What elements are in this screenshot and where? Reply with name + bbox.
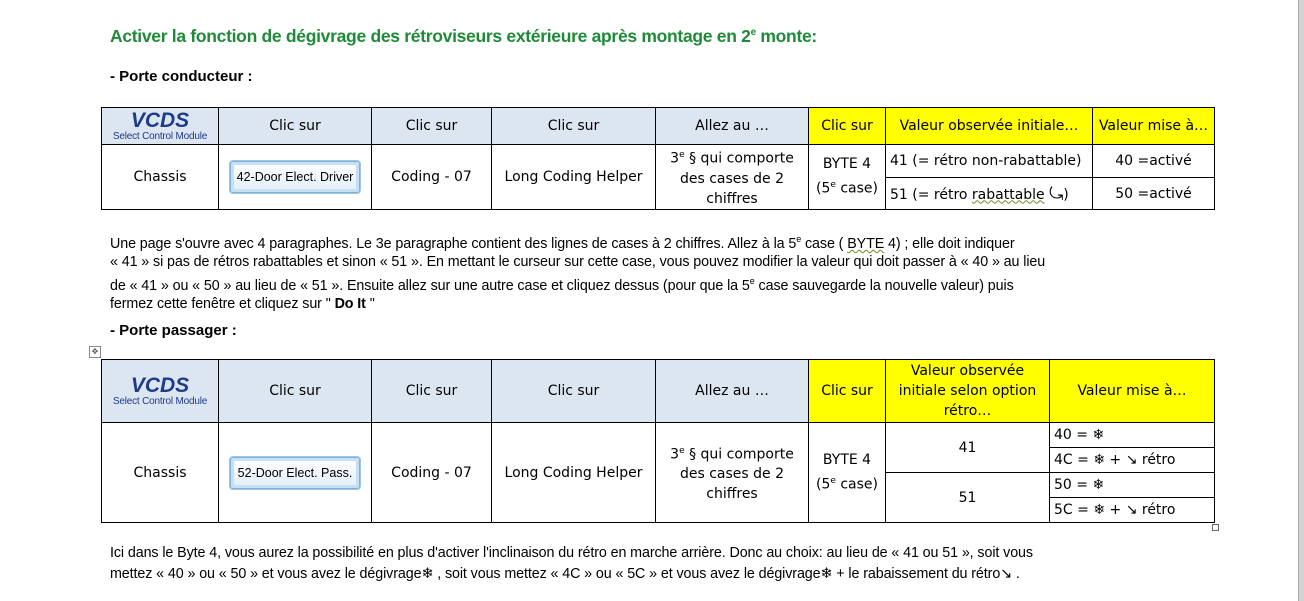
- section-heading-passenger: - Porte passager :: [110, 322, 237, 339]
- header-cell-highlight: Valeur observée initiale…: [886, 108, 1093, 145]
- header-cell-highlight: Clic sur: [809, 108, 886, 145]
- passenger-coding-table: [101, 359, 1215, 523]
- allez-cell: 3e § qui comporte des cases de 2 chiffres: [656, 145, 809, 210]
- header-cell: Clic sur: [219, 108, 372, 145]
- snowflake-icon: ❄: [1093, 502, 1106, 518]
- snowflake-icon: ❄: [1092, 427, 1105, 443]
- header-cell-highlight: Valeur mise à…: [1093, 108, 1215, 145]
- fold-arrow-icon: ⤿: [1049, 183, 1064, 204]
- new-value-cell: 4C = ❄ + ↘ rétro: [1050, 448, 1215, 473]
- vcds-logo-cell: [102, 360, 219, 423]
- observed-value-cell: 51 (= rétro rabattable ⤿): [886, 178, 1093, 210]
- snowflake-icon: ❄: [421, 566, 434, 582]
- header-cell: Clic sur: [372, 108, 492, 145]
- helper-cell: Long Coding Helper: [492, 145, 656, 210]
- vcds-logo: VCDS: [130, 373, 190, 397]
- chassis-cell: Chassis: [102, 145, 219, 210]
- chassis-cell: Chassis: [102, 423, 219, 523]
- header-cell: Allez au …: [656, 108, 809, 145]
- module-button-cell: [219, 145, 372, 210]
- observed-value-cell: 41: [886, 423, 1050, 473]
- coding-cell: Coding - 07: [372, 145, 492, 210]
- section-heading-driver: - Porte conducteur :: [110, 68, 253, 85]
- header-cell: Clic sur: [372, 360, 492, 423]
- table-move-handle-icon[interactable]: ✥: [89, 346, 101, 358]
- coding-cell: Coding - 07: [372, 423, 492, 523]
- header-cell-highlight: Clic sur: [809, 360, 886, 423]
- table-resize-handle[interactable]: [1212, 524, 1219, 531]
- snowflake-icon: ❄: [820, 566, 833, 582]
- module-button-cell: [219, 423, 372, 523]
- new-value-cell: 5C = ❄ + ↘ rétro: [1050, 498, 1215, 523]
- helper-cell: Long Coding Helper: [492, 423, 656, 523]
- header-cell: Allez au …: [656, 360, 809, 423]
- header-cell: Clic sur: [492, 360, 656, 423]
- door-elect-pass-button[interactable]: 52-Door Elect. Pass.: [230, 457, 360, 489]
- byte-cell: BYTE 4 (5e case): [809, 423, 886, 523]
- door-elect-driver-button[interactable]: 42-Door Elect. Driver: [230, 161, 360, 193]
- driver-coding-table: [101, 107, 1215, 210]
- observed-value-cell: 51: [886, 473, 1050, 523]
- window-edge: [1298, 0, 1304, 601]
- page-title: Activer la fonction de dégivrage des rétroviseurs extérieure après montage en 2e monte:: [110, 26, 817, 46]
- new-value-cell: 50 = ❄: [1050, 473, 1215, 498]
- header-cell-highlight: Valeur mise à…: [1050, 360, 1215, 423]
- arrow-down-right-icon: ↘: [1000, 566, 1013, 582]
- new-value-cell: 40 = ❄: [1050, 423, 1215, 448]
- new-value-cell: 50 =activé: [1093, 178, 1215, 210]
- byte-cell: BYTE 4 (5e case): [809, 145, 886, 210]
- vcds-subtitle: Select Control Module: [112, 395, 208, 407]
- instructions-paragraph: Une page s'ouvre avec 4 paragraphes. Le 3e paragraphe contient des lignes de cases à 2 chiffres. Allez à la 5e case ( BYTE 4) ; elle doit indiquer « 41 » si pas de rétros rabattables et sinon « 51 ». En mettant le curseur sur cette case, vous pouvez modifier la valeur qui doit passer à « 40 » au lieu de « 41 » ou « 50 » au lieu de « 51 ». Ensuite allez sur une autre case et cliquez dessus (pour que la 5e case sauvegarde la nouvelle valeur) puis fermez cette fenêtre et cliquez sur " Do It ": [110, 234, 1046, 313]
- snowflake-icon: ❄: [1092, 477, 1105, 493]
- header-cell-highlight: Valeur observée initiale selon option rétro…: [886, 360, 1050, 423]
- vcds-logo-cell: [102, 108, 219, 145]
- footnote-paragraph: Ici dans le Byte 4, vous aurez la possibilité en plus d'activer l'inclinaison du rétro en marche arrière. Donc au choix: au lieu de « 41 ou 51 », soit vous mettez « 40 » ou « 50 » et vous avez le dégivrage❄ , soit vous mettez « 4C » ou « 5C » et vous avez le dégivrage❄ + le rabaissement du rétro↘ .: [110, 545, 1033, 582]
- vcds-subtitle: Select Control Module: [112, 130, 208, 142]
- new-value-cell: 40 =activé: [1093, 145, 1215, 178]
- header-cell: Clic sur: [219, 360, 372, 423]
- snowflake-icon: ❄: [1093, 452, 1106, 468]
- allez-cell: 3e § qui comporte des cases de 2 chiffres: [656, 423, 809, 523]
- observed-value-cell: 41 (= rétro non-rabattable): [886, 145, 1093, 178]
- header-cell: Clic sur: [492, 108, 656, 145]
- vcds-logo: VCDS: [130, 108, 190, 132]
